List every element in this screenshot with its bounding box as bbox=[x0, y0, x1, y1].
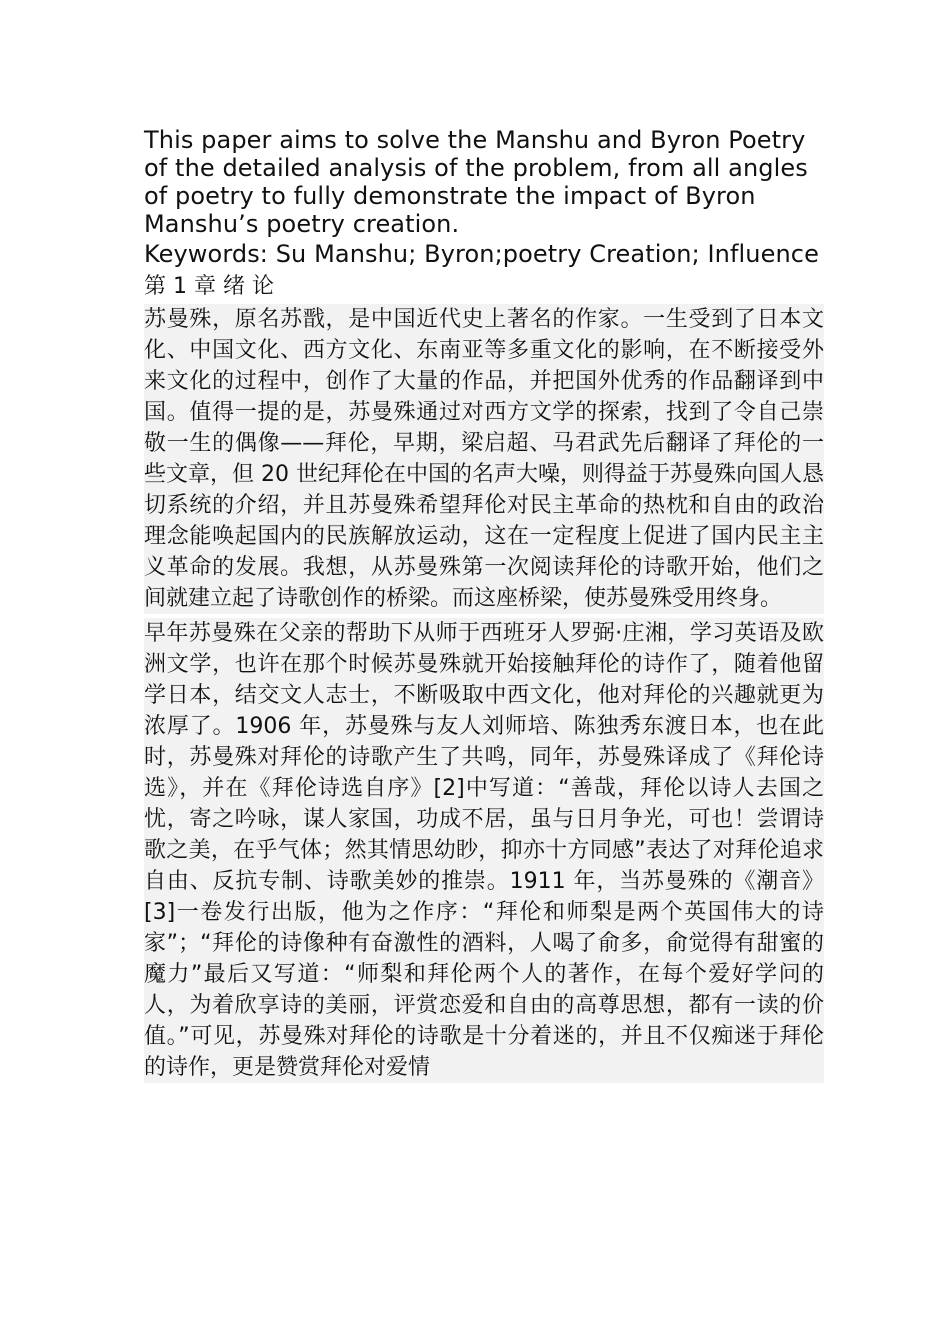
body-paragraph-1: 苏曼殊，原名苏戬，是中国近代史上著名的作家。一生受到了日本文化、中国文化、西方文化、东南亚等多重文化的影响，在不断接受外来文化的过程中，创作了大量的作品，并把国外优秀的作品翻译到中国。值得一提的是，苏曼殊通过对西方文学的探索，找到了令自己崇敬一生的偶像——拜伦，早期，梁启超、马君武先后翻译了拜伦的一些文章，但 20 世纪拜伦在中国的名声大噪，则得益于苏曼殊向国人恳切系统的介绍，并且苏曼殊希望拜伦对民主革命的热枕和自由的政治理念能唤起国内的民族解放运动，这在一定程度上促进了国内民主主义革命的发展。我想，从苏曼殊第一次阅读拜伦的诗歌开始，他们之间就建立起了诗歌创作的桥梁。而这座桥梁，使苏曼殊受用终身。 bbox=[144, 304, 824, 614]
abstract-block bbox=[144, 126, 824, 238]
keywords-line: Keywords: Su Manshu; Byron;poetry Creation; Influence bbox=[144, 240, 819, 268]
document-page bbox=[144, 126, 824, 1083]
abstract-text: This paper aims to solve the Manshu and Byron Poetry of the detailed analysis of the problem, from all angles of poetry to fully demonstrate the impact of Byron Manshu’s poetry creation. bbox=[144, 126, 808, 238]
chapter-heading: 第 1 章 绪 论 bbox=[144, 274, 274, 299]
body-paragraph-2: 早年苏曼殊在父亲的帮助下从师于西班牙人罗弼·庄湘，学习英语及欧洲文学，也许在那个时候苏曼殊就开始接触拜伦的诗作了，随着他留学日本，结交文人志士，不断吸取中西文化，他对拜伦的兴趣就更为浓厚了。1906 年，苏曼殊与友人刘师培、陈独秀东渡日本，也在此时，苏曼殊对拜伦的诗歌产生了共鸣，同年，苏曼殊译成了《拜伦诗选》，并在《拜伦诗选自序》[2]中写道：“善哉，拜伦以诗人去国之忧，寄之吟咏，谋人家国，功成不居，虽与日月争光，可也！尝谓诗歌之美，在乎气体；然其情思幼眇，抑亦十方同感”表达了对拜伦追求自由、反抗专制、诗歌美妙的推崇。1911 年，当苏曼殊的《潮音》[3]一卷发行出版，他为之作序：“拜伦和师梨是两个英国伟大的诗家”；“拜伦的诗像种有奋激性的酒料，人喝了俞多，俞觉得有甜蜜的魔力”最后又写道：“师梨和拜伦两个人的著作，在每个爱好学问的人，为着欣享诗的美丽，评赏恋爱和自由的高尊思想，都有一读的价值。”可见，苏曼殊对拜伦的诗歌是十分着迷的，并且不仅痴迷于拜伦的诗作，更是赞赏拜伦对爱情 bbox=[144, 618, 824, 1083]
